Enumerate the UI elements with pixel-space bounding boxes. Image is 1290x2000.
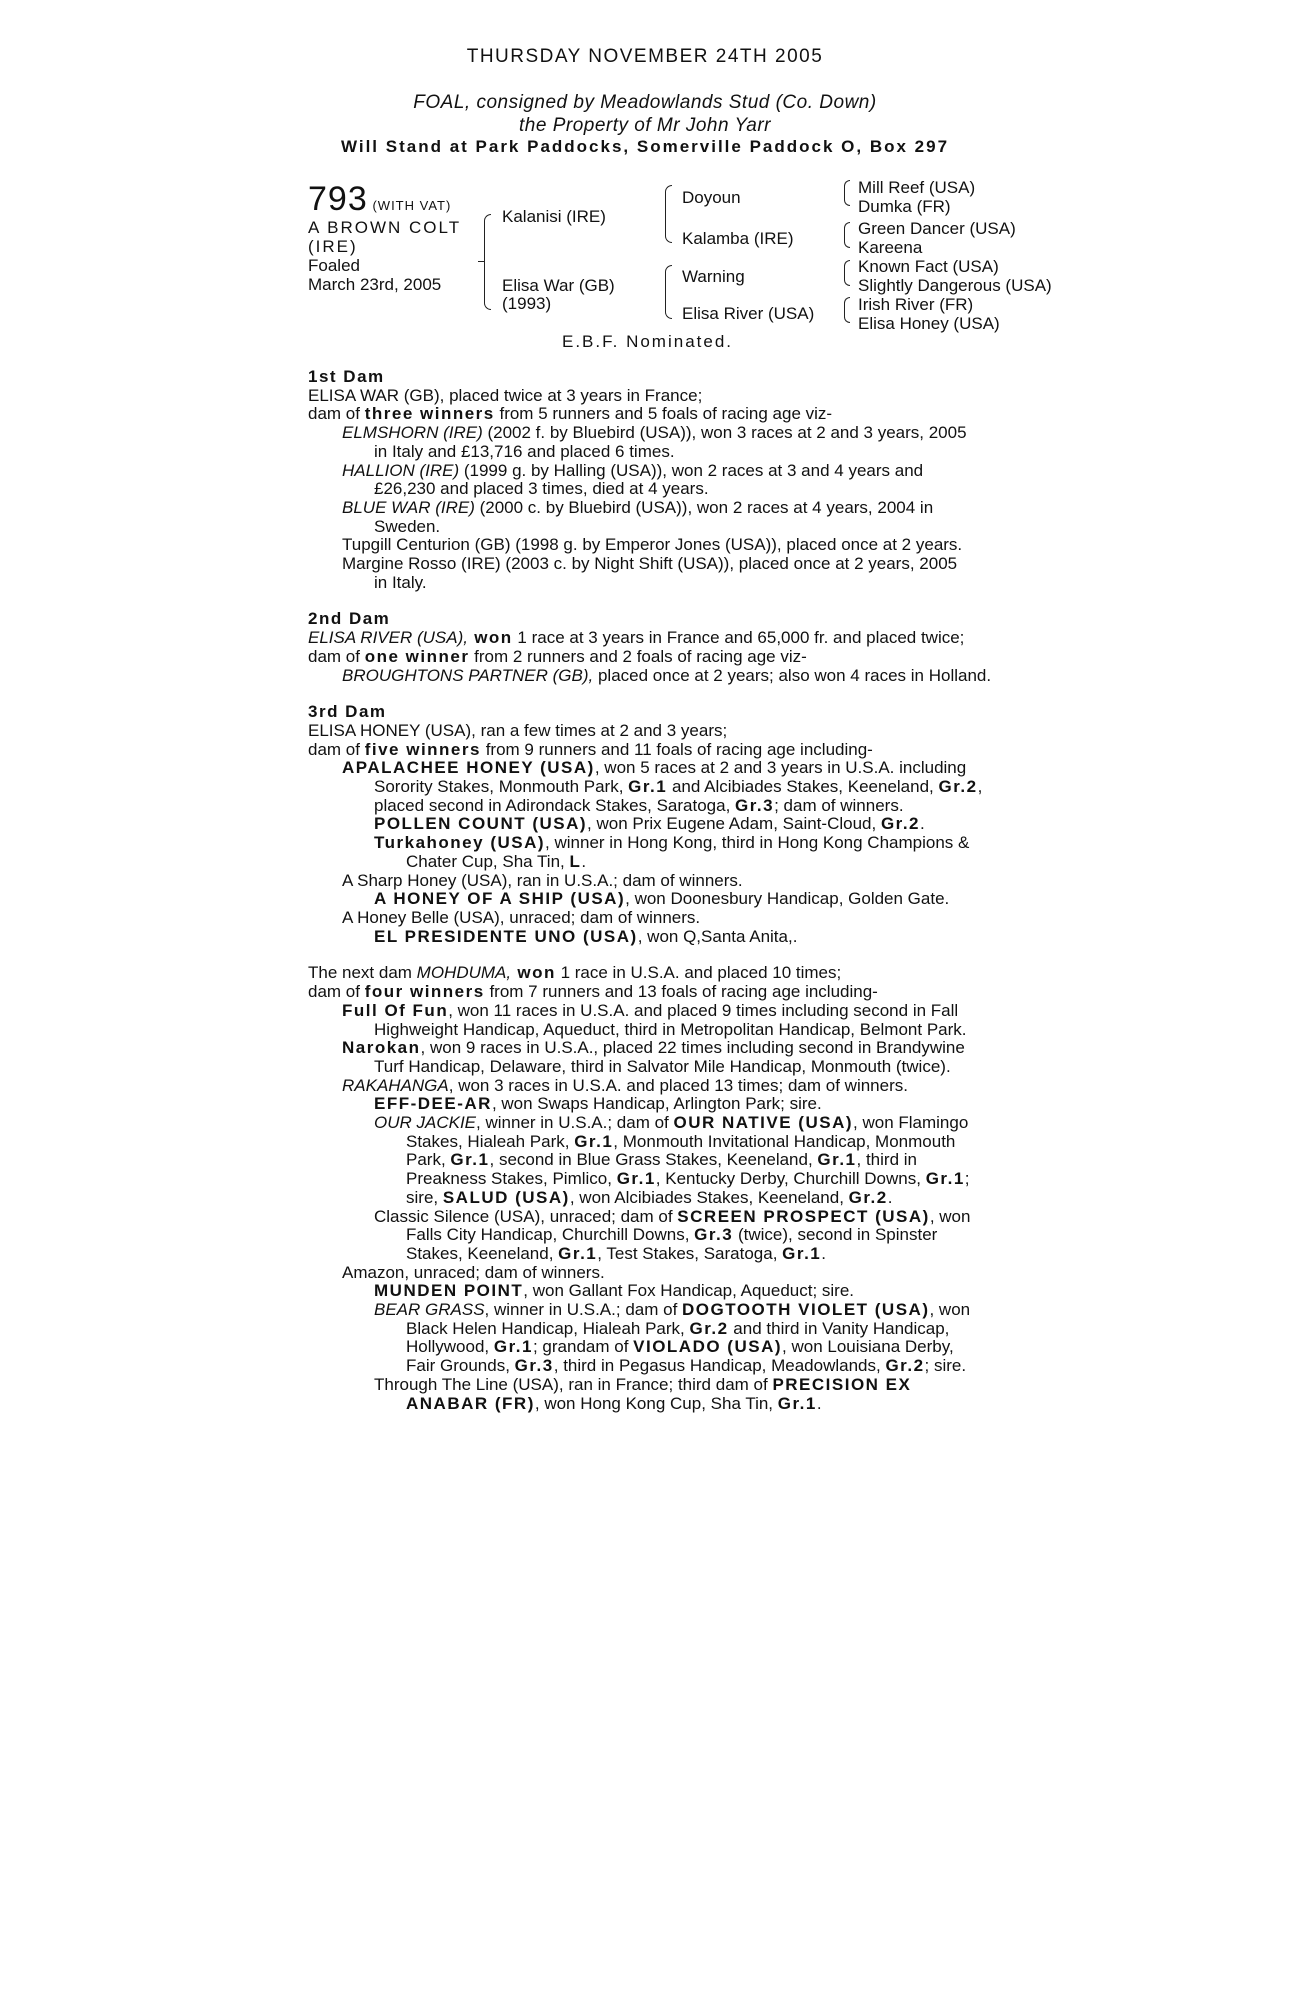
produce-entry-cont: Fair Grounds, Gr.3, third in Pegasus Handicap, Meadowlands, Gr.2; sire.	[406, 1356, 967, 1376]
produce-entry: Through The Line (USA), ran in France; third dam of PRECISION EX	[374, 1374, 912, 1394]
first-dam-line: ELISA WAR (GB), placed twice at 3 years in France;	[308, 385, 703, 405]
produce-entry-cont: placed second in Adirondack Stakes, Saratoga, Gr.3; dam of winners.	[374, 795, 904, 815]
third-dam-heading: 3rd Dam	[308, 702, 387, 722]
produce-entry-cont: Sorority Stakes, Monmouth Park, Gr.1 and Alcibiades Stakes, Keeneland, Gr.2,	[374, 777, 983, 797]
first-dam-heading: 1st Dam	[308, 367, 385, 386]
produce-entry: BEAR GRASS, winner in U.S.A.; dam of DOGTOOTH VIOLET (USA), won	[374, 1300, 971, 1320]
produce-entry: RAKAHANGA, won 3 races in U.S.A. and placed 13 times; dam of winners.	[342, 1075, 908, 1095]
produce-entry-cont: sire, SALUD (USA), won Alcibiades Stakes, Keeneland, Gr.2.	[406, 1187, 893, 1207]
property-owner: the Property of Mr John Yarr	[519, 115, 771, 136]
produce-entry: A HONEY OF A SHIP (USA), won Doonesbury Handicap, Golden Gate.	[374, 889, 950, 909]
produce-entry-cont: ANABAR (FR), won Hong Kong Cup, Sha Tin, Gr.1.	[406, 1393, 822, 1413]
produce-entry-cont: Chater Cup, Sha Tin, L.	[406, 851, 587, 871]
dam-sire: Warning	[682, 267, 745, 286]
dam-name: Elisa War (GB)	[502, 276, 615, 295]
produce-entry: Margine Rosso (IRE) (2003 c. by Night Shift (USA)), placed once at 2 years, 2005	[342, 554, 958, 574]
first-dam-summary: dam of three winners from 5 runners and 5 foals of racing age viz-	[308, 404, 833, 424]
pedigree-bracket-gen1	[484, 214, 491, 310]
produce-entry: BLUE WAR (IRE) (2000 c. by Bluebird (USA)), won 2 races at 4 years, 2004 in	[342, 497, 934, 517]
great-granddam-1: Dumka (FR)	[858, 197, 951, 216]
great-grandsire-1: Mill Reef (USA)	[858, 178, 976, 197]
second-dam-line: ELISA RIVER (USA), won 1 race at 3 years in France and 65,000 fr. and placed twice;	[308, 628, 965, 648]
produce-entry-cont: Stakes, Hialeah Park, Gr.1, Monmouth Invitational Handicap, Monmouth	[406, 1131, 956, 1151]
third-dam-summary: dam of five winners from 9 runners and 11 foals of racing age including-	[308, 739, 873, 759]
dam-produce-record	[308, 368, 1028, 1413]
vat-note: (WITH VAT)	[372, 198, 452, 213]
produce-entry: POLLEN COUNT (USA), won Prix Eugene Adam, Saint-Cloud, Gr.2.	[374, 814, 925, 834]
ebf-nomination: E.B.F. Nominated.	[562, 332, 734, 351]
produce-entry: ELMSHORN (IRE) (2002 f. by Bluebird (USA)), won 3 races at 2 and 3 years, 2005	[342, 423, 967, 443]
great-granddam-2: Kareena	[858, 238, 923, 257]
produce-entry: BROUGHTONS PARTNER (GB), placed once at 2 years; also won 4 races in Holland.	[342, 665, 992, 685]
lot-breeding-country: (IRE)	[308, 237, 358, 256]
produce-entry-cont: Stakes, Keeneland, Gr.1, Test Stakes, Saratoga, Gr.1.	[406, 1243, 826, 1263]
produce-entry: EL PRESIDENTE UNO (USA), won Q,Santa Anita,.	[374, 926, 798, 946]
produce-entry-cont: Hollywood, Gr.1; grandam of VIOLADO (USA), won Louisiana Derby,	[406, 1337, 954, 1357]
produce-entry: A Honey Belle (USA), unraced; dam of winners.	[342, 907, 701, 927]
great-granddam-3: Slightly Dangerous (USA)	[858, 276, 1052, 295]
produce-entry: Turkahoney (USA), winner in Hong Kong, third in Hong Kong Champions &	[374, 833, 970, 853]
produce-entry: OUR JACKIE, winner in U.S.A.; dam of OUR NATIVE (USA), won Flamingo	[374, 1113, 969, 1133]
produce-entry: A Sharp Honey (USA), ran in U.S.A.; dam of winners.	[342, 870, 743, 890]
pedigree-bracket-ss	[844, 180, 850, 206]
produce-entry-cont: Preakness Stakes, Pimlico, Gr.1, Kentucky Derby, Churchill Downs, Gr.1;	[406, 1169, 970, 1189]
produce-entry: MUNDEN POINT, won Gallant Fox Handicap, Aqueduct; sire.	[374, 1281, 855, 1301]
next-dam-line: The next dam MOHDUMA, won 1 race in U.S.A. and placed 10 times;	[308, 963, 842, 983]
lot-description: A BROWN COLT	[308, 218, 462, 237]
next-dam-summary: dam of four winners from 7 runners and 13 foals of racing age including-	[308, 982, 878, 1002]
produce-entry-cont: Sweden.	[374, 516, 441, 536]
foaled-date: March 23rd, 2005	[308, 275, 442, 294]
sire-sire: Doyoun	[682, 188, 741, 207]
produce-entry: Narokan, won 9 races in U.S.A., placed 22 times including second in Brandywine	[342, 1038, 965, 1058]
produce-entry-cont: in Italy.	[374, 572, 427, 592]
third-dam-line: ELISA HONEY (USA), ran a few times at 2 and 3 years;	[308, 720, 728, 740]
foaled-label: Foaled	[308, 256, 360, 275]
produce-entry: HALLION (IRE) (1999 g. by Halling (USA)), won 2 races at 3 and 4 years and	[342, 460, 924, 480]
lot-heading	[308, 180, 451, 219]
pedigree-bracket-sire	[665, 185, 672, 243]
great-grandsire-3: Known Fact (USA)	[858, 257, 999, 276]
sale-date: THURSDAY NOVEMBER 24TH 2005	[466, 46, 824, 67]
produce-entry: Classic Silence (USA), unraced; dam of SCREEN PROSPECT (USA), won	[374, 1206, 971, 1226]
great-grandsire-2: Green Dancer (USA)	[858, 219, 1016, 238]
produce-entry: Tupgill Centurion (GB) (1998 g. by Emperor Jones (USA)), placed once at 2 years.	[342, 535, 963, 555]
pedigree-bracket-dam	[665, 265, 672, 319]
lot-number: 793	[308, 180, 368, 218]
produce-entry-cont: Black Helen Handicap, Hialeah Park, Gr.2 and third in Vanity Handicap,	[406, 1318, 950, 1338]
produce-entry-cont: Highweight Handicap, Aqueduct, third in Metropolitan Handicap, Belmont Park.	[374, 1019, 967, 1039]
produce-entry-cont: in Italy and £13,716 and placed 6 times.	[374, 441, 675, 461]
stand-location: Will Stand at Park Paddocks, Somerville Paddock O, Box 297	[340, 137, 950, 156]
produce-entry-cont: Turf Handicap, Delaware, third in Salvator Mile Handicap, Monmouth (twice).	[374, 1056, 951, 1076]
dam-year: (1993)	[502, 294, 552, 313]
produce-entry-cont: £26,230 and placed 3 times, died at 4 years.	[374, 479, 709, 499]
sire-dam: Kalamba (IRE)	[682, 229, 794, 248]
produce-entry: EFF-DEE-AR, won Swaps Handicap, Arlington Park; sire.	[374, 1094, 822, 1114]
produce-entry-cont: Park, Gr.1, second in Blue Grass Stakes, Keeneland, Gr.1, third in	[406, 1150, 917, 1170]
pedigree-bracket-ds	[844, 260, 850, 286]
dam-dam: Elisa River (USA)	[682, 304, 815, 323]
great-grandsire-4: Irish River (FR)	[858, 295, 974, 314]
produce-entry: APALACHEE HONEY (USA), won 5 races at 2 and 3 years in U.S.A. including	[342, 758, 967, 778]
pedigree-bracket-gen1-point	[478, 261, 484, 262]
consignor: FOAL, consigned by Meadowlands Stud (Co. Down)	[413, 92, 877, 113]
pedigree-bracket-sd	[844, 222, 850, 248]
produce-entry-cont: Falls City Handicap, Churchill Downs, Gr.3 (twice), second in Spinster	[406, 1225, 938, 1245]
produce-entry: Amazon, unraced; dam of winners.	[342, 1262, 605, 1282]
sire-name: Kalanisi (IRE)	[502, 207, 606, 226]
produce-entry: Full Of Fun, won 11 races in U.S.A. and placed 9 times including second in Fall	[342, 1000, 959, 1020]
second-dam-heading: 2nd Dam	[308, 609, 391, 629]
great-granddam-4: Elisa Honey (USA)	[858, 314, 1000, 333]
second-dam-summary: dam of one winner from 2 runners and 2 foals of racing age viz-	[308, 646, 807, 666]
pedigree-bracket-dd	[844, 297, 850, 323]
